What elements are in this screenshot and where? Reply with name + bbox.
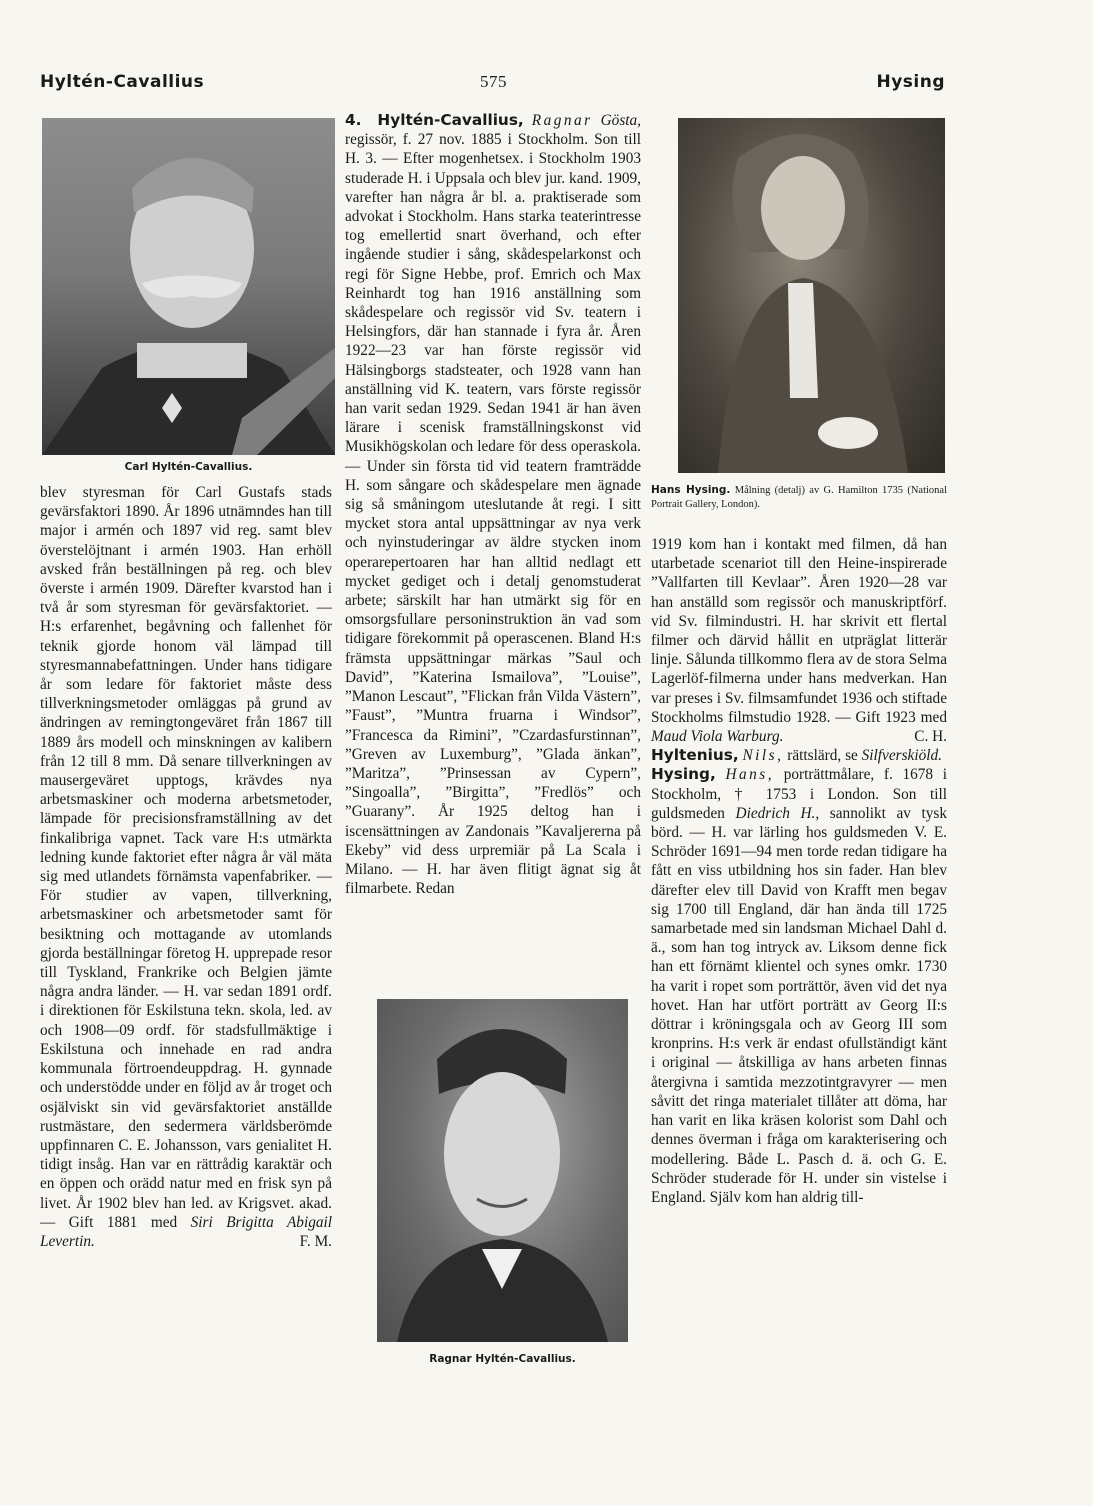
ragnar-given-name: Ragnar — [531, 112, 593, 129]
carl-biography-paragraph: blev styresman för Carl Gustafs stads gevärsfaktori 1890. År 1896 utnämndes han till major i armén och 1897 vid reg. samt blev överstelöjtnant i armén 1903. Han erhöll avsked från beställningen på reg. och blev överste i armén 1909. Därefter kvarstod han i två år som styresman för gevärsfaktoriet. — H:s erfarenhet, begåvning och fallenhet för teknik gjorde honom väl lämpad till styresmannabefattningen. Under hans tidigare år som ledare för faktoriet måste dess tillverkningsmetoder omläggas på grund av ändringen av remingtongeväret från 1867 till 1889 års modell och minskningen av kalibern från 12 till 8 mm. Då senare tillverkningen av mausergeväret upptogs, krävdes nya arbetsmaskiner och moderna arbetsmetoder, lämpade för precisionsframställning av det finkalibriga vapnet. Tack vare H:s utmärkta ledning kunde faktoriet efter några år väl mäta sig med utlandets förnämsta vapenfabriker. — För studier av vapen, tillverkning, arbetsmaskiner och arbetsmetoder samt för besiktning och mottagande av utomlands gjorda beställningar företog H. upprepade resor till Tyskland, Frankrike och Belgien jämte några andra länder. — H. var sedan 1891 ordf. i direktionen för Eskilstuna tekn. skola, led. av och 1908—09 ordf. för stadsfullmäktige i Eskilstuna och innehade en rad andra kommunala förtroendeuppdrag. H. gynnade och understödde under en följd av år troget och osjälviskt sin vid gevärsfaktoriet anställde rustmästare, den sedermera världsberömde uppfinnaren C. E. Johansson, vars genialitet H. tidigt insåg. Han var en rättrådig karaktär och en öppen och orädd natur med en frisk syn på livet. År 1902 blev han led. av Krigsvet. akad. — Gift 1881 med Siri Brigitta Abigail Levertin. F. M. — [40, 484, 333, 1250]
ragnar-second-name: Gösta, — [600, 112, 641, 129]
portrait-carl-hylten-cavallius — [42, 118, 335, 455]
entry-heading-ragnar: Hyltén-Cavallius, — [377, 111, 524, 129]
portrait-carl-illustration — [42, 118, 335, 455]
portrait-hysing-illustration — [678, 118, 945, 473]
entry-hysing: Hysing, Hans, porträttmålare, f. 1678 i Stockholm, † 1753 i London. Son till guldsmeden Diedrich H., sannolikt av tysk börd. — H. var lärling hos guldsmeden V. E. Schröder 1691—94 men torde redan tidigare ha fått en viss utbildning hos sin fader. Han blev därefter elev till David von Krafft men begav sig 1700 till England, där han ända till 1725 samarbetade med sin landsman Michael Dahl d. ä., som han tog intryck av. Liksom denne fick han ett förnämt klientel och synes omkr. 1730 ha varit i ropet som porträttör, även vid det nya hovet. Han har utfört porträtt av Georg II:s döttrar i kröningsgala och av Georg III som kronprins. H:s verk är endast ofullständigt känt i original — åtskilliga av hans arbeten finnas återgivna i samtida mezzotintgravyrer — men såvitt det ringa materialet tillåter att döma, har han varit en lika kräsen kolorist som Dahl och dennes överman i fråga om karakterisering och modellering. Både L. Pasch d. ä. och G. E. Schröder studerade för H. under sin vistelse i England. Själv kom han aldrig till- — [651, 765, 947, 1206]
carl-signature: F. M. — [299, 1232, 332, 1250]
entry-hyltenius: Hyltenius, Nils, rättslärd, se Silfverskiöld. — [651, 746, 942, 765]
running-header-left: Hyltén-Cavallius — [40, 72, 205, 92]
column-3-text — [651, 535, 947, 1207]
portrait-ragnar-hylten-cavallius — [377, 999, 628, 1342]
column-1-text — [40, 483, 332, 1251]
ragnar-spouse-name: Maud Viola Warburg. — [651, 728, 784, 746]
column-2-text — [345, 111, 641, 898]
caption-ragnar: Ragnar Hyltén-Cavallius. — [429, 1353, 576, 1365]
portrait-ragnar-illustration — [377, 999, 628, 1342]
portrait-hans-hysing-painting — [678, 118, 945, 473]
entry-number: 4. — [345, 111, 362, 129]
ragnar-signature: C. H. — [914, 728, 947, 746]
ragnar-biography-paragraph: 4. Hyltén-Cavallius, Ragnar Gösta, regissör, f. 27 nov. 1885 i Stockholm. Son till H. 3. — Efter mogenhetsex. i Stockholm 1903 studerade H. i Uppsala och blev jur. kand. 1909, varefter han några år bl. a. praktiserade som advokat i Stockholm. Hans starka teaterintresse tog emellertid snart överhand, och efter ingående studier i sång, skådespelarkonst och regi för Signe Hebbe, prof. Emrich och Max Reinhardt tog han 1916 anställning som skådespelare och regissör vid Sv. teatern i Helsingfors, där han stannade i fyra år. Åren 1922—23 var han förste regissör vid Hälsingborgs stadsteater, och 1928 vann han anställning vid K. teatern, vars förste regissör han varit sedan 1929. Sedan 1941 är han även lärare i scenisk framställningskonst vid Musikhögskolan och ledare för dess operaskola. — Under sin första tid vid teatern framträdde H. som sångare och skådespelare men ägnade sig så småningom uteslutande åt regi. I sitt mycket stora antal uppsättningar av nya verk och nyinstuderingar av äldre stycken inom operarepertoaren har han alltid nedlagt ett mycket gediget och i detalj genomstuderat arbete; särskilt har han utmärkt sig för en omsorgsfullare personinstruktion än vad som tidigare förekommit på operascenen. Bland H:s främsta uppsättningar märkas ”Saul och David”, ”Katerina Ismailova”, ”Louise”, ”Manon Lescaut”, ”Flickan från Vilda Västern”, ”Faust”, ”Muntra fruarna i Windsor”, ”Francesca da Rimini”, ”Czardasfurstinnan”, ”Greven av Luxemburg”, ”Glada änkan”, ”Maritza”, ”Prinsessan av Cypern”, ”Singoalla”, ”Birgitta”, ”Fredlös” och ”Guarany”. År 1925 deltog han i iscensättningen av Zandonais ”Kavaljererna på Ekeby” vid dess urpremiär på La Scala i Milano. — H. har även flitigt ägnat sig åt filmarbete. Redan — [345, 111, 641, 898]
entry-heading-hyltenius: Hyltenius, — [651, 746, 739, 765]
hysing-father-name: Diedrich H., — [735, 804, 820, 822]
entry-heading-hysing: Hysing, — [651, 765, 716, 784]
ragnar-biography-continued: 1919 kom han i kontakt med filmen, då han utarbetade scenariot till den Heine-inspirerade ”Vallfarten till Kevlaar”. Åren 1920—28 var han anställd som regissör och manuskriptförf. vid Sv. filmindustri. H. har skrivit ett flertal filmer och därvid hållit en utpräglat litterär linje. Sålunda tillkommo flera av de stora Selma Lagerlöf-filmerna under hans medverkan. Han var preses i Sv. filmsamfundet 1936 och stiftade Stockholms filmstudio 1928. — Gift 1923 med Maud Viola Warburg. C. H. — [651, 536, 947, 746]
running-header-right: Hysing — [876, 72, 945, 92]
carl-spouse-name: Siri Brigitta Abigail Levertin. — [40, 1213, 333, 1250]
caption-hysing: Hans Hysing. Målning (detalj) av G. Hamilton 1735 (National Portrait Gallery, London). — [651, 484, 948, 510]
caption-carl: Carl Hyltén-Cavallius. — [124, 461, 253, 473]
cross-reference-silfverskiold: Silfverskiöld. — [861, 747, 942, 765]
page-number: 575 — [480, 72, 507, 91]
